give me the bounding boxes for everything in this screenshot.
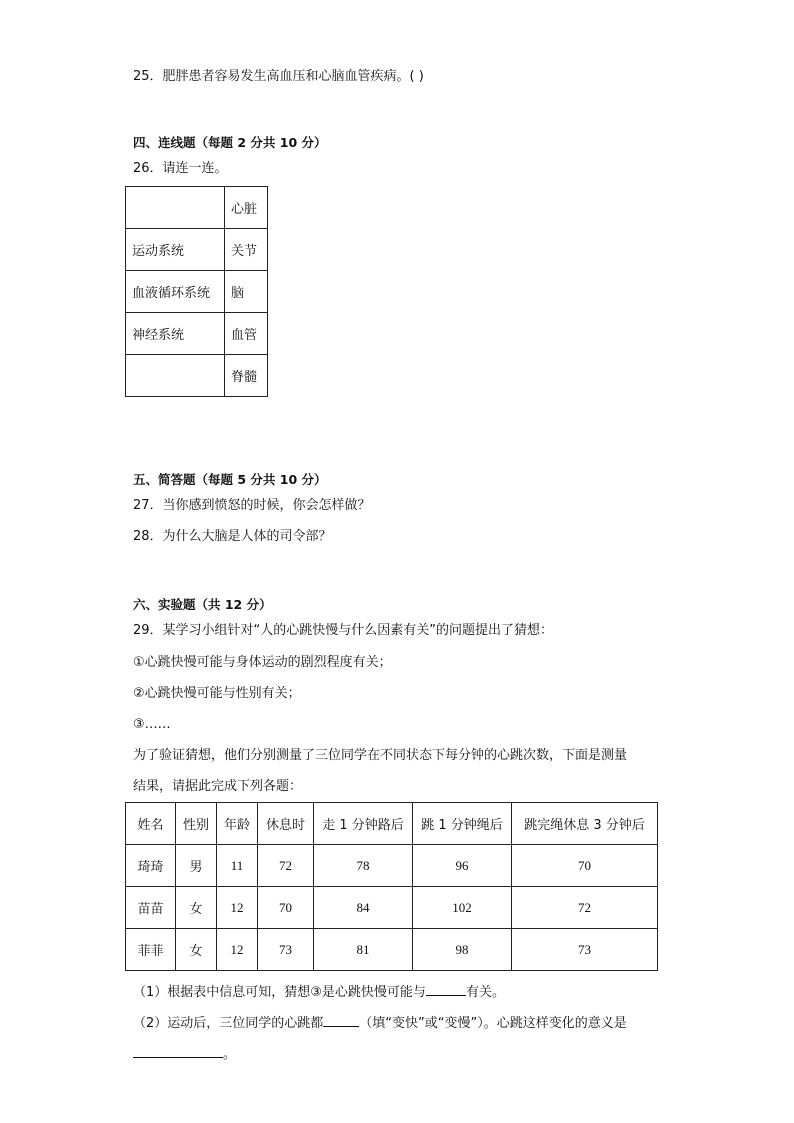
table-cell: 102	[413, 887, 512, 929]
column-header: 跳 1 分钟绳后	[413, 803, 512, 845]
answer-blank-3[interactable]	[133, 1043, 223, 1058]
left-cell: 运动系统	[126, 229, 225, 271]
table-row	[126, 313, 268, 355]
left-cell: 神经系统	[126, 313, 225, 355]
table-cell: 苗苗	[126, 887, 176, 929]
table-cell: 73	[512, 929, 658, 971]
left-cell: 血液循环系统	[126, 271, 225, 313]
section-4-heading: 四、连线题（每题 2 分共 10 分）	[133, 135, 327, 150]
left-cell	[126, 355, 225, 397]
table-cell: 琦琦	[126, 845, 176, 887]
sub-question-1	[133, 981, 505, 1002]
table-cell: 81	[314, 929, 413, 971]
matching-table	[125, 186, 268, 397]
table-cell: 72	[258, 845, 314, 887]
table-cell: 女	[176, 887, 217, 929]
sub-question-2-text-b: （填“变快”或“变慢”）。心跳这样变化的意义是	[359, 1016, 627, 1031]
table-cell: 11	[217, 845, 258, 887]
table-cell: 73	[258, 929, 314, 971]
table-row	[126, 229, 268, 271]
table-cell: 男	[176, 845, 217, 887]
hypothesis-1: ①心跳快慢可能与身体运动的剧烈程度有关；	[133, 655, 392, 670]
sub-question-2	[133, 1012, 627, 1033]
hypothesis-3: ③……	[133, 717, 171, 732]
right-cell: 关节	[225, 229, 268, 271]
table-cell: 98	[413, 929, 512, 971]
question-26: 26．请连一连。	[133, 161, 228, 176]
column-header: 跳完绳休息 3 分钟后	[512, 803, 658, 845]
section-5-heading: 五、简答题（每题 5 分共 10 分）	[133, 472, 327, 487]
column-header: 性别	[176, 803, 217, 845]
left-cell	[126, 187, 225, 229]
right-cell: 心脏	[225, 187, 268, 229]
right-cell: 血管	[225, 313, 268, 355]
heartbeat-data-table	[125, 802, 658, 971]
answer-blank-2[interactable]	[323, 1012, 359, 1027]
table-cell: 12	[217, 929, 258, 971]
table-row	[126, 355, 268, 397]
right-cell: 脊髓	[225, 355, 268, 397]
sub-question-1-text-a: （1）根据表中信息可知，猜想③是心跳快慢可能与	[133, 985, 426, 1000]
column-header: 姓名	[126, 803, 176, 845]
experiment-intro-line-1: 为了验证猜想，他们分别测量了三位同学在不同状态下每分钟的心跳次数，下面是测量	[133, 748, 628, 763]
table-cell: 菲菲	[126, 929, 176, 971]
sub-question-2-continued	[133, 1043, 236, 1064]
table-cell: 72	[512, 887, 658, 929]
question-28: 28．为什么大脑是人体的司令部？	[133, 529, 332, 544]
section-6-heading: 六、实验题（共 12 分）	[133, 597, 272, 612]
column-header: 走 1 分钟路后	[314, 803, 413, 845]
column-header: 休息时	[258, 803, 314, 845]
table-cell: 96	[413, 845, 512, 887]
table-header-row	[126, 803, 658, 845]
sub-question-1-text-b: 有关。	[465, 985, 505, 1000]
table-row	[126, 187, 268, 229]
hypothesis-2: ②心跳快慢可能与性别有关；	[133, 686, 301, 701]
table-cell: 78	[314, 845, 413, 887]
experiment-intro-line-2: 结果，请据此完成下列各题：	[133, 779, 303, 794]
table-row	[126, 845, 658, 887]
table-cell: 女	[176, 929, 217, 971]
question-29: 29．某学习小组针对“人的心跳快慢与什么因素有关”的问题提出了猜想：	[133, 623, 554, 638]
table-row	[126, 271, 268, 313]
table-cell: 70	[512, 845, 658, 887]
question-27: 27．当你感到愤怒的时候，你会怎样做？	[133, 498, 371, 513]
table-cell: 12	[217, 887, 258, 929]
sub-question-2-text-c: 。	[223, 1047, 237, 1062]
question-25: 25．肥胖患者容易发生高血压和心脑血管疾病。( )	[133, 69, 424, 84]
column-header: 年龄	[217, 803, 258, 845]
sub-question-2-text-a: （2）运动后，三位同学的心跳都	[133, 1016, 324, 1031]
table-cell: 84	[314, 887, 413, 929]
table-cell: 70	[258, 887, 314, 929]
answer-blank-1[interactable]	[426, 981, 466, 996]
table-row	[126, 929, 658, 971]
table-row	[126, 887, 658, 929]
right-cell: 脑	[225, 271, 268, 313]
